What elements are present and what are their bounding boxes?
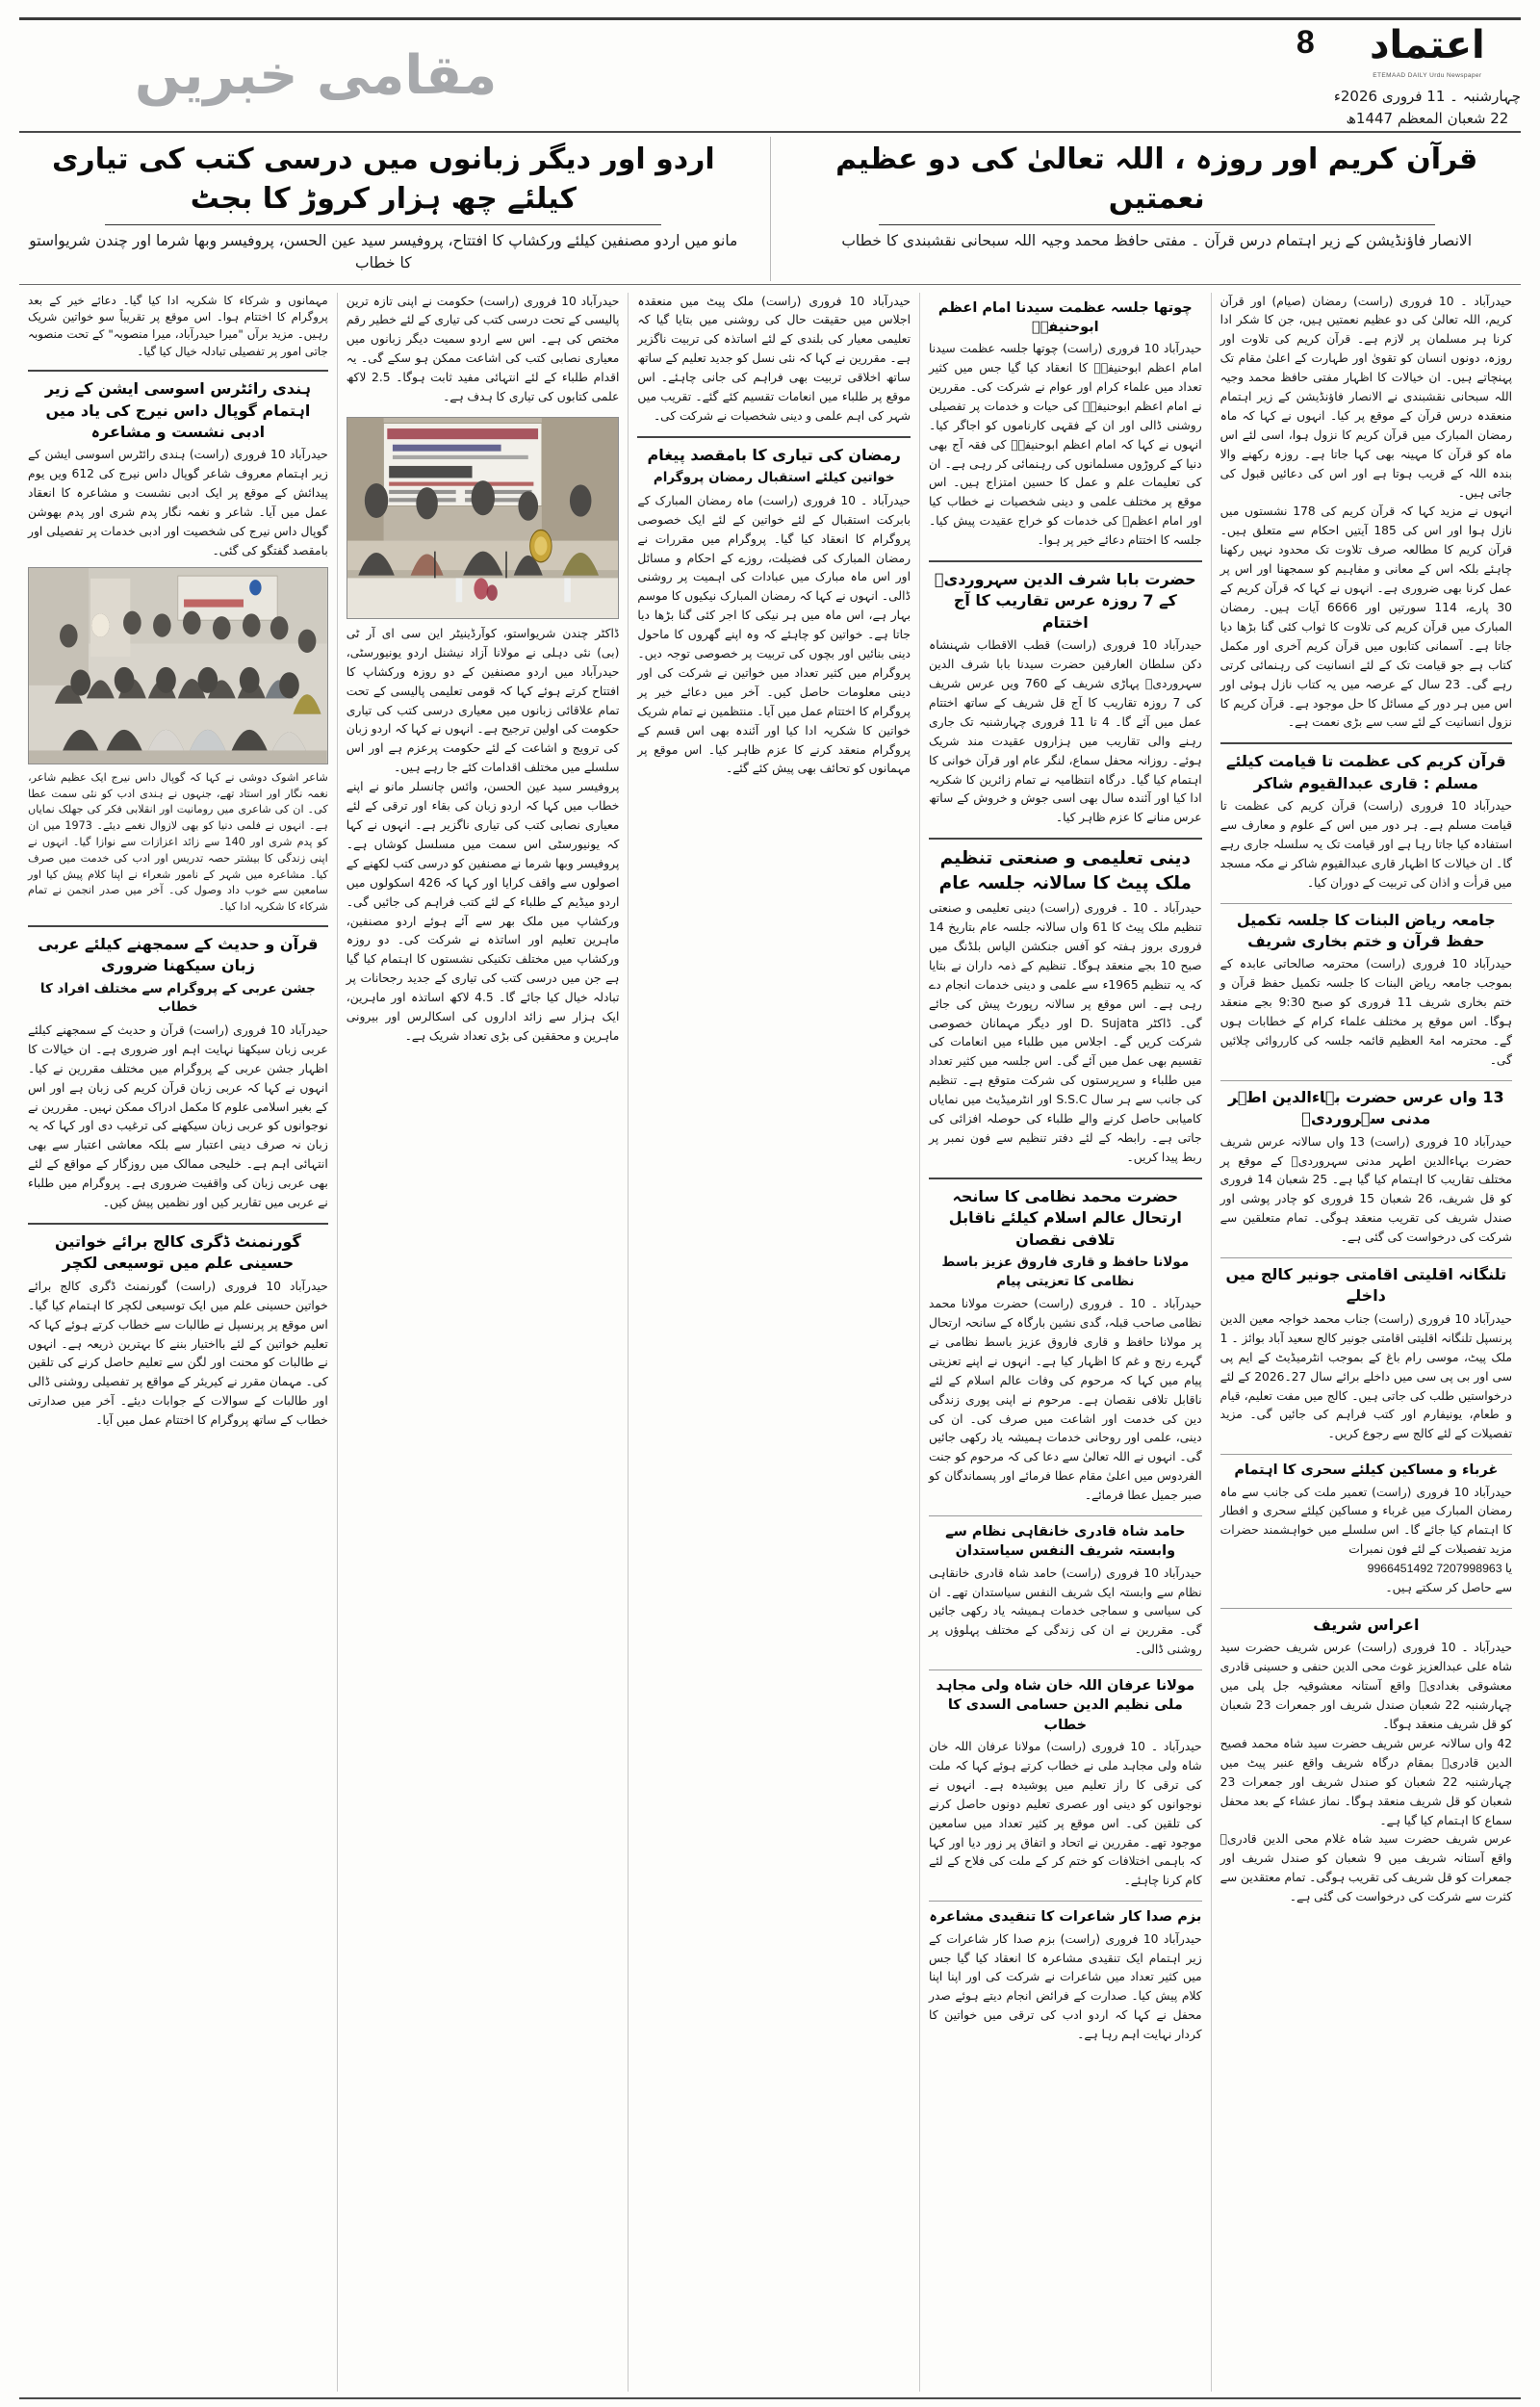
logo-subtext: ETEMAAD DAILY Urdu Newspaper	[1373, 72, 1482, 79]
article-body: حیدرآباد 10 فروری (راست) قطب الاقطاب شہنشاہ دکن سلطان العارفین حضرت سیدنا بابا شرف الدین سہروردیؒ پہاڑی شریف کے 760 ویں عرس شریف کی 7 روزہ تقاریب کا آج قل شریف کے ساتھ اختتام عمل میں آئے گا۔ 4 تا 11 فروری چہارشنبہ تک جاری رہنے والی تقاریب میں ہزاروں عقیدت مند شریک ہوئے۔ روزانہ محفل سماع، لنگر عام اور قرآن خوانی کا اہتمام کیا گیا۔ درگاہ انتظامیہ نے تمام زائرین کا شکریہ ادا کیا اور آئندہ سال بھی اسی جوش و خروش کے ساتھ عرس منانے کا عزم ظاہر کیا۔	[929, 638, 1202, 825]
top-headline-banners	[19, 137, 1521, 281]
separator	[929, 1669, 1202, 1670]
article-body: حیدرآباد ۔ 10 فروری (راست) مولانا عرفان اللہ خان شاہ ولی مجاہد ملی نے خطاب کرتے ہوئے کہا کہ ملت کی ترقی کا راز تعلیم میں پوشیدہ ہے۔ انہوں نے نوجوانوں کو دینی اور عصری تعلیم دونوں حاصل کرنے کی تلقین کی۔ اس موقع پر کثیر تعداد میں سامعین موجود تھے۔ مقررین نے اتحاد و اتفاق پر زور دیا اور کہا کہ باہمی اختلافات کو ختم کر کے ملت کی فلاح کے لئے کام کرنا چاہئے۔	[929, 1740, 1202, 1888]
article-hamid-shah-qadri[interactable]	[929, 1522, 1202, 1660]
dateline-block	[1334, 86, 1521, 131]
article-body: حیدرآباد 10 فروری (راست) تعمیر ملت کی جانب سے ماہ رمضان المبارک میں غرباء و مساکین کیلئے سحری و افطار کا اہتمام کیا جائے گا۔ اس سلسلے میں خواہشمند حضرات مزید تفصیلات کے لئے فون نمبرات	[1219, 1485, 1512, 1557]
article-col3-lead[interactable]	[637, 293, 911, 427]
banner-left[interactable]	[19, 137, 748, 281]
article-headline: حضرت بابا شرف الدین سہروردیؒ کے 7 روزہ عرس تقاریب کا آج اختتام	[934, 570, 1196, 632]
article-body: حیدرآباد 10 فروری (راست) چوتھا جلسہ عظمت سیدنا امام اعظم ابوحنیفہؓ کا انعقاد کیا گیا جس میں کثیر تعداد میں علماء کرام اور عوام نے شرکت کی۔ مقررین نے امام اعظم ابوحنیفہؒ کی حیات و خدمات پر تفصیلی روشنی ڈالی اور ان کے فقہی کارناموں کو اجاگر کیا۔ انہوں نے کہا کہ امام اعظم ابوحنیفہؒ کی فقہ آج بھی دنیا کے کروڑوں مسلمانوں کی رہنمائی کر رہی ہے۔ ان کی تعلیمات علم و عمل کا حسین امتزاج ہیں۔ اس موقع پر مختلف علمی و دینی شخصیات نے خطاب کیا اور امام اعظمؒ کی خدمات کو خراج عقیدت پیش کیا۔ جلسہ کا اختتام دعائے خیر پر ہوا۔	[929, 342, 1202, 548]
article-arabic-language[interactable]	[28, 934, 328, 1213]
article-body: حیدرآباد 10 فروری (راست) ملک پیٹ میں منعقدہ اجلاس میں حقیقت حال کی روشنی میں بتایا گیا کہ تعلیمی معیار کی بلندی کے لئے اساتذہ کی تربیت ناگزیر ہے۔ مقررین نے کہا کہ نئی نسل کو جدید تعلیم کے ساتھ ساتھ اخلاقی تربیت بھی فراہم کی جانی چاہئے۔ اس موقع پر طلباء میں انعامات تقسیم کئے گئے۔ تقریب میں شہر کی اہم علمی و دینی شخصیات نے شرکت کی۔	[637, 294, 911, 423]
separator	[929, 838, 1202, 840]
dateline-gregorian: چہارشنبہ ۔ 11 فروری 2026ء	[1333, 88, 1521, 105]
banner-right[interactable]	[792, 137, 1521, 281]
article-body-2: 42 واں سالانہ عرس شریف حضرت سید شاہ محمد فصیح الدین قادریؒ بمقام درگاہ شریف واقع عنبر پیٹ میں چہارشنبہ 22 شعبان کو صندل شریف اور جمعرات 23 شعبان کو قل شریف منعقد ہوگا۔ نماز عشاء کے بعد محفل سماع کا اہتمام کیا گیا ہے۔	[1219, 1736, 1512, 1827]
column-1	[1212, 293, 1521, 2392]
article-body: حیدرآباد ۔ 10 ۔ فروری (راست) دینی تعلیمی و صنعتی تنظیم ملک پیٹ کا 61 واں سالانہ جلسہ عام بتاریخ 14 فروری بروز ہفتہ کو آفس جنکشن الیاس بلڈنگ میں صبح 10 بجے منعقد ہوگا۔ تنظیم کے ذمہ داران نے بتایا کہ یہ تنظیم 1965ء سے علمی و دینی خدمات انجام دے رہی ہے۔ اس موقع پر سالانہ رپورٹ پیش کی جائے گی۔ ڈاکٹر D. Sujata اور دیگر مہمانان خصوصی شرکت کریں گے۔ اجلاس میں طلباء میں انعامات کی تقسیم بھی عمل میں آئے گی۔ اس جلسہ میں کثیر تعداد میں طلباء و سرپرستوں کی شرکت متوقع ہے۔ تنظیم کی جانب سے ہر سال S.S.C اور انٹرمیڈیٹ میں نمایاں کامیابی حاصل کرنے والے طلباء کی حوصلہ افزائی کی جاتی ہے۔ رابطہ کے لئے دفتر تنظیم سے فون نمبر پر ربط پیدا کریں۔	[929, 901, 1202, 1164]
article-textbook-budget-body[interactable]	[346, 625, 620, 1047]
separator	[1220, 903, 1512, 904]
logo-wordmark: اعتماد	[1370, 23, 1485, 67]
article-body: حیدرآباد 10 فروری (راست) 13 واں سالانہ عرس شریف حضرت بہاءالدین اطہر مدنی سہروردیؒ کے موقع پر مختلف تقاریب کا اہتمام کیا گیا ہے۔ 25 شعبان 14 فروری کو قل شریف، 26 شعبان 15 فروری کو چادر پوشی اور صندل شریف کی تقریب منعقد ہوگی۔ تمام متعلقین سے شرکت کی درخواست کی گئی ہے۔	[1219, 1134, 1512, 1245]
article-headline: 13 واں عرس حضرت بہاءالدین اطہر مدنی سہروردیؒ	[1228, 1087, 1504, 1128]
article-govt-degree-college-lecture[interactable]	[28, 1231, 328, 1431]
article-body: حیدرآباد ۔ 10 فروری (راست) عرس شریف حضرت سید شاہ علی عبدالعزیز غوث محی الدین حنفی و حسینی قادری معشوقی بغدادیؒ واقع آستانہ معشوقیہ جل پلی میں چہارشنبہ 22 شعبان صندل شریف اور جمعرات 23 شعبان کو قل شریف منعقد ہوگا۔	[1219, 1641, 1513, 1731]
article-headline: بزم صدا کار شاعرات کا تنقیدی مشاعرہ	[929, 1909, 1202, 1926]
article-headline: قرآن کریم کی عظمت تا قیامت کیلئے مسلم : قاری عبدالقیوم شاکر	[1226, 752, 1506, 792]
article-gopal-das-neeraj[interactable]	[28, 378, 328, 916]
article-headline: حضرت محمد نظامی کا سانحہ ارتحال عالم اسلام کیلئے ناقابل تلافی نقصان	[948, 1186, 1182, 1249]
article-body-cont: انہوں نے مزید کہا کہ قرآن کریم کی 178 نشستوں میں نازل ہوا اور اس کی 185 آیتیں احکام سے متعلق ہیں۔ قرآن کریم کا مطالعہ صرف تلاوت تک محدود نہیں رکھنا چاہئے بلکہ اس کے معانی و مفاہیم کو سمجھنا اور اس پر عمل کرنا بھی ضروری ہے۔ انہوں نے کہا کہ قرآن کریم کے 30 پارے، 114 سورتیں اور 6666 آیات ہیں۔ رمضان المبارک میں قرآن کریم کی تلاوت کا ثواب کئی گنا بڑھا دیا جاتا ہے۔ آسمانی کتابوں میں قرآن کریم آخری اور مکمل کتاب ہے جو قیامت تک کے لئے انسانیت کی رہنمائی کرتی رہے گی۔ 23 سال کے عرصہ میں یہ کتاب نازل ہوئی اور اس میں ہر دور کے مسائل کا حل موجود ہے۔ قرآن کریم کا نزول انسانیت کے لئے سب سے بڑی نعمت ہے۔	[1219, 505, 1513, 730]
separator	[1220, 1257, 1512, 1258]
banner-right-subhead: الانصار فاؤنڈیشن کے زیر اہتمام درس قرآن ۔ مفتی حافظ محمد وجیہ اللہ سبحانی نقشبندی کا خطاب	[841, 232, 1473, 249]
article-ramzan-preparation-women[interactable]	[637, 445, 911, 780]
article-headline: ہندی رائٹرس اسوسی ایشن کے زیر اہتمام گوپال داس نیرج کی یاد میں ادبی نشست و مشاعرہ	[44, 379, 311, 442]
separator	[929, 560, 1202, 562]
banner-bottom-rule	[19, 284, 1521, 285]
separator	[929, 1178, 1202, 1179]
article-body-end: سے حاصل کر سکتے ہیں۔	[1385, 1581, 1512, 1595]
article-body: حیدرآباد 10 فروری (راست) محترمہ صالحاتی عابدہ کے بموجب جامعہ ریاض البنات کا جلسہ تکمیل حفظ قرآن و ختم بخاری شریف 11 فروری کو صبح 9:30 بجے منعقد ہوگا۔ اس موقع پر مختلف علماء کرام کے خطابات ہوں گے۔ محترمہ امۃ العظیم قائمہ جلسہ کی کارروائی چلائیں گی۔	[1219, 957, 1513, 1067]
article-body: حیدرآباد 10 فروری (راست) گورنمنٹ ڈگری کالج برائے خواتین حسینی علم میں ایک توسیعی لکچر کا اہتمام کیا گیا۔ اس موقع پر پرنسپل نے طالبات سے خطاب کرتے ہوئے کہا کہ تعلیم خواتین کے لئے بااختیار بننے کا بہترین ذریعہ ہے۔ انہوں نے طالبات کو محنت اور لگن سے تعلیم حاصل کرنے کی تلقین کی۔ مہمان مقرر نے کیریئر کے مواقع پر تفصیلی روشنی ڈالی اور طالبات کے سوالات کے جوابات دیئے۔ آخر میں صدارتی خطاب کے ساتھ پروگرام کا اختتام عمل میں آیا۔	[28, 1279, 328, 1428]
article-col5-top-caption[interactable]	[28, 293, 328, 361]
page-footer-rule	[19, 2397, 1521, 2399]
column-5	[19, 293, 338, 2392]
article-body: حیدرآباد 10 فروری (راست) قرآن و حدیث کے سمجھنے کیلئے عربی زبان سیکھنا نہایت اہم اور ضروری ہے۔ ان خیالات کا اظہار جشن عربی کے پروگرام میں مختلف مقررین نے کیا۔ انہوں نے کہا کہ عربی زبان قرآن کریم کی زبان ہے اور اس کے بغیر اسلامی علوم کا مکمل ادراک ممکن نہیں۔ مقررین نے نوجوانوں کو عربی زبان سیکھنے کی ترغیب دی اور کہا کہ یہ زبان نہ صرف دینی اعتبار سے بلکہ معاشی اعتبار سے بھی انتہائی اہم ہے۔ خلیجی ممالک میں روزگار کے مواقع کے لئے بھی عربی زبان کی واقفیت ضروری ہے۔ پروگرام میں طلباء نے عربی میں تقاریر کیں اور نظمیں پیش کیں۔	[28, 1022, 328, 1210]
article-headline: غرباء و مساکین کیلئے سحری کا اہتمام	[1234, 1462, 1499, 1479]
article-quran-greatness[interactable]	[1220, 751, 1512, 893]
workshop-of-urdu-book-writers-photo	[346, 417, 620, 619]
article-body-3: عرس شریف حضرت سید شاہ غلام محی الدین قادریؒ واقع آستانہ شریف میں 9 شعبان کو صندل شریف اور جمعرات کو قل شریف کی تقریب ہوگی۔ تمام معتقدین سے کثرت سے شرکت کی درخواست کی گئی ہے۔	[1219, 1832, 1512, 1904]
separator	[637, 436, 911, 438]
article-irfanullah-khan-address[interactable]	[929, 1676, 1202, 1891]
article-body: حیدرآباد 10 فروری (راست) ہندی رائٹرس اسوسی ایشن کے زیر اہتمام معروف شاعر گوپال داس نیرج کی 612 ویں یوم پیدائش کے موقع پر ایک ادبی نشست و مشاعرہ کا انعقاد عمل میں آیا۔ شاعر و نغمہ نگار پدم شری اور پدم بھوشن گوپال داس نیرج کی شخصیت اور ادبی خدمات پر تفصیلی اور بامقصد گفتگو کی گئی۔	[28, 448, 328, 557]
separator	[1220, 1454, 1512, 1455]
article-aeras-shareef[interactable]	[1220, 1615, 1512, 1907]
contact-phone-numbers: 9966451492 یا 7207998963	[1367, 1562, 1512, 1576]
article-nizami-condolence[interactable]	[929, 1186, 1202, 1506]
article-headline: قرآن و حدیث کے سمجھنے کیلئے عربی زبان سیکھنا ضروری	[38, 935, 319, 975]
article-textbook-budget-lead[interactable]	[346, 293, 620, 407]
separator	[28, 925, 328, 927]
article-body-2: پروفیسر سید عین الحسن، وائس چانسلر مانو نے اپنے خطاب میں کہا کہ اردو زبان کی بقاء اور ترقی کے لئے معیاری نصابی کتب کی تیاری ناگزیر ہے۔ انہوں نے کہا کہ یونیورسٹی اس سمت میں مسلسل کوشاں ہے۔ پروفیسر وبھا شرما نے مصنفین کو درسی کتب لکھنے کے اصولوں سے واقف کرایا اور کہا کہ 426 اسکولوں میں اردو میڈیم کے طلباء کے لئے کتب فراہم کی جائیں گی۔ ورکشاپ میں ملک بھر سے آئے ہوئے اردو مصنفین، ماہرین تعلیم اور اساتذہ نے شرکت کی۔ دو روزہ ورکشاپ میں مختلف تکنیکی نشستوں کا اہتمام کیا گیا ہے جن میں درسی کتب کی تیاری کے جدید رجحانات پر تبادلہ خیال کیا جائے گا۔ 4.5 لاکھ اساتذہ اور ماہرین، ایک ہزار سے زائد اداروں کی اسکالرس اور بیرونی ماہرین و محققین کی بڑی تعداد شریک ہے۔	[346, 780, 620, 1043]
article-headline: جامعہ ریاض البنات کا جلسہ تکمیل حفظ قرآن و ختم بخاری شریف	[1236, 910, 1496, 951]
article-urs-baba-sharfuddin[interactable]	[929, 569, 1202, 828]
article-subhead: جشن عربی کے پروگرام سے مختلف افراد کا خطاب	[39, 980, 316, 1016]
dateline-hijri: 22 شعبان المعظم 1447ھ	[1346, 110, 1509, 128]
article-subhead: خواتین کیلئے استقبال رمضان پروگرام	[653, 470, 895, 486]
banner-right-headline: قرآن کریم اور روزہ ، اللہ تعالیٰ کی دو عظیم نعمتیں	[835, 142, 1478, 216]
article-body: حیدرآباد 10 فروری (راست) حامد شاہ قادری خانقاہی نظام سے وابستہ ایک شریف النفس سیاستدان تھے۔ ان کی سیاسی و سماجی خدمات ہمیشہ یاد رکھی جائیں گی۔ مقررین نے ان کی زندگی کے مختلف پہلوؤں پر روشنی ڈالی۔	[929, 1566, 1202, 1657]
article-body: حیدرآباد 10 فروری (راست) حکومت نے اپنی تازہ ترین پالیسی کے تحت درسی کتب کی تیاری کے لئے خطیر رقم مختص کی ہے۔ اس سے اردو سمیت دیگر زبانوں میں معیاری نصابی کتب کی اشاعت ممکن ہو سکے گی۔ یہ اقدام طلباء کے لئے انتہائی مفید ثابت ہوگا۔ 2.5 لاکھ علمی کتابوں کی تیاری کا ہدف ہے۔	[346, 294, 620, 404]
column-3	[629, 293, 920, 2392]
column-4	[338, 293, 629, 2392]
article-headline: چوتھا جلسہ عظمت سیدنا امام اعظم ابوحنیفہؓ	[937, 299, 1193, 335]
article-sehri-for-poor[interactable]	[1220, 1461, 1512, 1598]
banner-left-headline: اردو اور دیگر زبانوں میں درسی کتب کی تیاری کیلئے چھ ہزار کروڑ کا بجٹ	[51, 142, 715, 216]
page-number: 8	[1296, 24, 1315, 61]
newspaper-logo	[1333, 23, 1521, 131]
article-jamia-riaz-ul-banat[interactable]	[1220, 910, 1512, 1071]
banner-left-subhead: مانو میں اردو مصنفین کیلئے ورکشاپ کا افتتاح، پروفیسر سید عین الحسن، پروفیسر وبھا شرما اور چندن شریواستو کا خطاب	[29, 232, 738, 272]
article-body: مہمانوں و شرکاء کا شکریہ ادا کیا گیا۔ دعائے خیر کے بعد پروگرام کا اختتام ہوا۔ اس موقع پر تقریباً سو خواتین شریک رہیں۔ مزید برآں "میرا حیدرآباد، میرا منصوبہ" کے تحت منصوبہ جاتی امور پر تفصیلی تبادلہ خیال کیا گیا۔	[28, 293, 328, 358]
article-headline: رمضان کی تیاری کا بامقصد پیغام	[647, 445, 901, 464]
article-subhead: مولانا حافظ و قاری فاروق عزیز باسط نظامی کا تعزیتی پیام	[941, 1254, 1190, 1289]
separator	[1220, 742, 1512, 744]
separator	[28, 1223, 328, 1225]
article-headline: دینی تعلیمی و صنعتی تنظیم ملک پیٹ کا سالانہ جلسہ عام	[938, 848, 1192, 894]
column-grid	[19, 293, 1521, 2392]
separator	[1220, 1608, 1512, 1609]
masthead	[19, 17, 1521, 128]
article-headline: حامد شاہ قادری خانقاہی نظام سے وابستہ شریف النفس سیاستدان	[945, 1524, 1186, 1560]
article-body: حیدرآباد 10 فروری (راست) جناب محمد خواجہ معین الدین پرنسپل تلنگانہ اقلیتی اقامتی جونیر کالج سعید آباد بوائز ۔ 1 ملک پیٹ، موسی رام باغ کے بموجب انٹرمیڈیٹ کے ایم پی سی اور بی پی سی میں داخلے برائے سال 27۔2026 کے لئے درخواستیں طلب کی جاتی ہیں۔ کالج میں مفت تعلیم، قیام و طعام، یونیفارم اور کتب فراہم کی جائیں گی۔ مزید تفصیلات کے لئے کالج سے رجوع کریں۔	[1219, 1311, 1513, 1441]
article-headline: مولانا عرفان اللہ خان شاہ ولی مجاہد ملی نظیم الدین حسامی السدی کا خطاب	[936, 1678, 1195, 1733]
article-body: حیدرآباد ۔ 10 فروری (راست) رمضان (صیام) اور قرآن کریم، اللہ تعالیٰ کی دو عظیم نعمتیں ہیں، جن کا شکر ادا کرنا ہر مسلمان پر لازم ہے۔ قرآن کریم کی تلاوت اور روزہ، دونوں انسان کو تقویٰ اور طہارت کے اعلیٰ مقام تک پہنچاتے ہیں۔ ان خیالات کا اظہار مفتی حافظ محمد وجیہ اللہ سبحانی نقشبندی نے الانصار فاؤنڈیشن کے زیر اہتمام منعقدہ درس قرآن کے موقع پر کیا۔ انہوں نے کہا کہ ماہ رمضان المبارک میں قرآن کریم کا نزول ہوا، اسی لئے اس ماہ کو قرآن کا مہینہ بھی کہا جاتا ہے۔ روزہ رکھنے والا بندہ اللہ کے قریب ہوتا ہے اور اس کی دعائیں قبول کی جاتی ہیں۔	[1219, 294, 1512, 500]
article-deeni-taleemi-tanzeem[interactable]	[929, 846, 1202, 1167]
article-headline: اعراس شریف	[1313, 1615, 1420, 1634]
masthead-rule	[19, 131, 1521, 133]
article-body: حیدرآباد 10 فروری (راست) قرآن کریم کی عظمت تا قیامت مسلم ہے۔ ہر دور میں اس کے علوم و معارف سے استفادہ کیا جاتا رہا ہے اور قیامت تک یہ سلسلہ جاری رہے گا۔ ان خیالات کا اظہار قاری عبدالقیوم شاکر نے مکہ مسجد میں قرأت و اذان کی تربیت کے دوران کیا۔	[1219, 799, 1512, 890]
banner-right-rule	[879, 224, 1435, 225]
hindi-writers-association-group-photo	[28, 567, 328, 764]
article-headline: تلنگانہ اقلیتی اقامتی جونیر کالج میں داخلے	[1225, 1265, 1507, 1306]
photo-caption: شاعر اشوک دوشی نے کہا کہ گوپال داس نیرج ایک عظیم شاعر، نغمہ نگار اور استاد تھے، جنہوں نے ہندی ادب کو نئی سمت عطا کی۔ ان کی شاعری میں رومانیت اور انقلابی فکر کی جھلک نمایاں ہے۔ انہوں نے فلمی دنیا کو بھی لازوال نغمے دیئے۔ 1973 میں ان کو پدم شری اور 140 سے زائد اعزازات سے نوازا گیا۔ انہوں نے اپنی زندگی کا بیشتر حصہ تدریس اور ادب کی خدمت میں صرف کیا۔ مشاعرہ میں شہر کے نامور شعراء نے اپنا کلام پیش کیا اور سامعین سے خوب داد وصول کی۔ آخر میں صدر انجمن نے تمام شرکاء کا شکریہ ادا کیا۔	[28, 770, 328, 914]
article-bazm-e-sada-kar[interactable]	[929, 1907, 1202, 2045]
separator	[929, 1901, 1202, 1902]
separator	[28, 370, 328, 372]
section-title: مقامی خبریں	[135, 44, 498, 107]
article-qdn-lead[interactable]	[1220, 293, 1512, 734]
article-body: ڈاکٹر چندن شریواستو، کوآرڈینیٹر این سی ای آر ٹی (بی) نئی دہلی نے مولانا آزاد نیشنل اردو یونیورسٹی، حیدرآباد میں اردو مصنفین کے دو روزہ ورکشاپ کا افتتاح کرتے ہوئے کہا کہ قومی تعلیمی پالیسی کے تحت تمام علاقائی زبانوں میں معیاری درسی کتب کی تیاری حکومت کی اولین ترجیح ہے۔ انہوں نے کہا کہ اردو زبان کی ترویج و اشاعت کے لئے حکومت پرعزم ہے اور اس سلسلے میں مختلف اقدامات کئے جا رہے ہیں۔	[346, 626, 620, 775]
masthead-identity	[1296, 23, 1521, 131]
article-headline: گورنمنٹ ڈگری کالج برائے خواتین حسینی علم میں توسیعی لکچر	[55, 1232, 301, 1273]
article-body: حیدرآباد ۔ 10 فروری (راست) ماہ رمضان المبارک کے بابرکت استقبال کے لئے خواتین کے لئے ایک خصوصی پروگرام کا انعقاد کیا گیا۔ پروگرام میں مقررات نے رمضان المبارک کی فضیلت، روزے کے احکام و مسائل اور اس ماہ مبارک میں عبادات کی اہمیت پر روشنی ڈالی۔ انہوں نے کہا کہ رمضان المبارک نیکیوں کا موسم بہار ہے، اس ماہ میں ہر نیکی کا اجر کئی گنا بڑھا دیا جاتا ہے۔ خواتین کو چاہئے کہ وہ اپنے گھروں کا ماحول دینی بنائیں اور بچوں کی تربیت پر خصوصی توجہ دیں۔ پروگرام میں کثیر تعداد میں خواتین نے شرکت کی اور دینی معلومات حاصل کیں۔ آخر میں دعائے خیر پر پروگرام کا اختتام عمل میں آیا۔ منتظمین نے تمام شریک خواتین کا شکریہ ادا کیا اور آئندہ بھی اس قسم کے پروگرام منعقد کرنے کا عزم ظاہر کیا۔ اس موقع پر مہمانوں کو تحائف بھی پیش کئے گئے۔	[637, 493, 911, 776]
article-body: حیدرآباد 10 فروری (راست) بزم صدا کار شاعرات کے زیر اہتمام ایک تنقیدی مشاعرہ کا انعقاد کیا گیا جس میں کثیر تعداد میں شاعرات نے شرکت کی اور اپنا اپنا کلام پیش کیا۔ صدارت کے فرائض انجام دیتے ہوئے صدر محفل نے کہا کہ اردو ادب کی ترقی میں خواتین کا کردار نہایت اہم رہا ہے۔	[929, 1931, 1202, 2042]
article-13th-urs-bahauddin[interactable]	[1220, 1087, 1512, 1248]
separator	[1220, 1080, 1512, 1081]
article-junior-college-admissions[interactable]	[1220, 1264, 1512, 1444]
banner-divider	[748, 137, 793, 281]
banner-left-rule	[105, 224, 661, 225]
separator	[929, 1515, 1202, 1516]
article-body: حیدرآباد ۔ 10 ۔ فروری (راست) حضرت مولانا محمد نظامی صاحب قبلہ، گدی نشین بارگاہ کے سانحہ ارتحال پر مولانا حافظ و قاری فاروق عزیز باسط نظامی نے گہرے رنج و غم کا اظہار کیا ہے۔ انہوں نے اپنے تعزیتی پیام میں کہا کہ مرحوم کی وفات عالم اسلام کے لئے ناقابل تلافی نقصان ہے۔ مرحوم نے اپنی پوری زندگی دین کی خدمت اور اشاعت میں صرف کی۔ ان کی دینی، علمی اور روحانی خدمات ہمیشہ یاد رکھی جائیں گی۔ انہوں نے اللہ تعالیٰ سے دعا کی کہ مرحوم کو جنت الفردوس میں اعلیٰ مقام عطا فرمائے اور پسماندگان کو صبر جمیل عطا فرمائے۔	[929, 1297, 1202, 1503]
article-imam-azam-jalsa[interactable]	[929, 298, 1202, 552]
column-2	[920, 293, 1212, 2392]
